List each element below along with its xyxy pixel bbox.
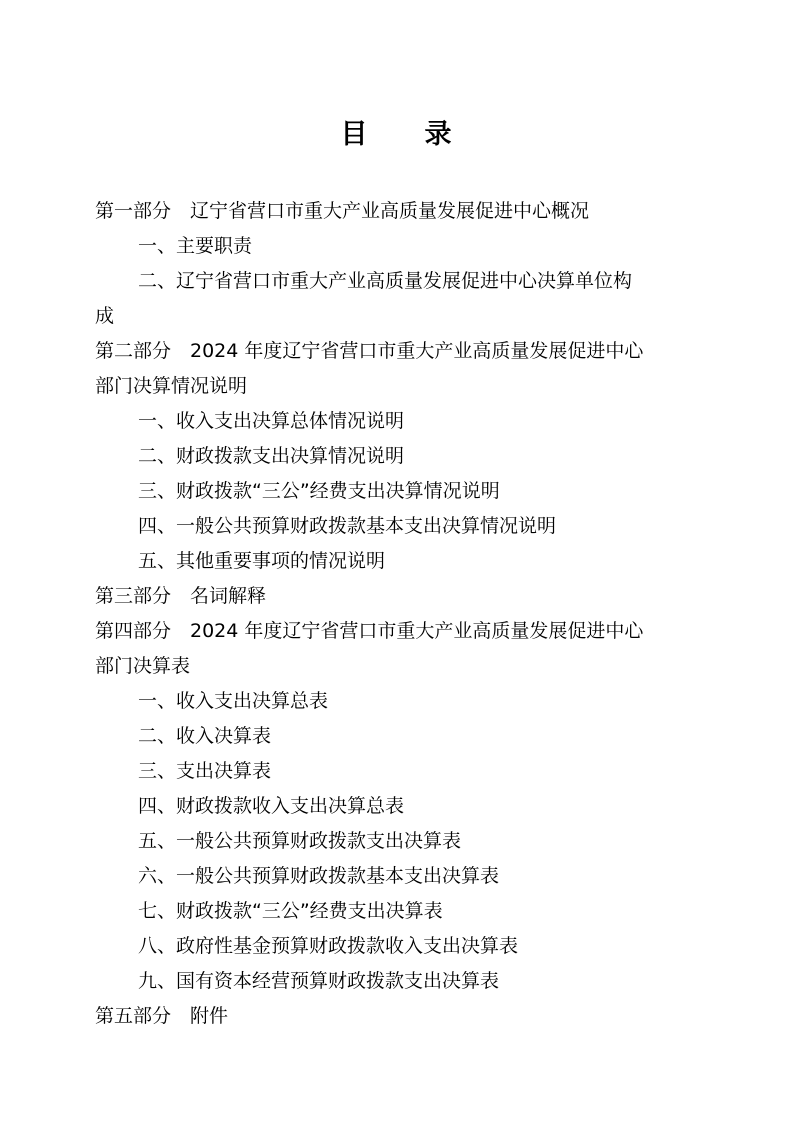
toc-entry: 部门决算表 xyxy=(95,655,191,677)
toc-sub-entry: 四、一般公共预算财政拨款基本支出决算情况说明 xyxy=(138,515,557,537)
toc-entry: 第二部分 2024 年度辽宁省营口市重大产业高质量发展促进中心 xyxy=(95,340,644,362)
toc-entry: 第四部分 2024 年度辽宁省营口市重大产业高质量发展促进中心 xyxy=(95,620,644,642)
toc-sub-entry: 二、财政拨款支出决算情况说明 xyxy=(138,445,405,467)
toc-sub-entry: 二、辽宁省营口市重大产业高质量发展促进中心决算单位构 xyxy=(138,270,633,292)
page-title: 目 录 xyxy=(340,119,453,150)
toc-sub-entry: 三、财政拨款“三公”经费支出决算情况说明 xyxy=(138,480,500,502)
toc-sub-entry: 四、财政拨款收入支出决算总表 xyxy=(138,795,405,817)
toc-sub-entry: 一、收入支出决算总表 xyxy=(138,690,329,712)
toc-entry: 第五部分 附件 xyxy=(95,1005,229,1027)
table-of-contents xyxy=(95,194,707,1034)
toc-entry: 部门决算情况说明 xyxy=(95,375,248,397)
toc-sub-entry: 一、主要职责 xyxy=(138,235,253,257)
toc-sub-entry: 六、一般公共预算财政拨款基本支出决算表 xyxy=(138,865,500,887)
toc-sub-entry: 五、一般公共预算财政拨款支出决算表 xyxy=(138,830,462,852)
toc-sub-entry: 二、收入决算表 xyxy=(138,725,272,747)
toc-entry: 第一部分 辽宁省营口市重大产业高质量发展促进中心概况 xyxy=(95,200,590,222)
toc-sub-entry: 三、支出决算表 xyxy=(138,760,272,782)
toc-entry: 成 xyxy=(95,305,115,327)
toc-sub-entry: 九、国有资本经营预算财政拨款支出决算表 xyxy=(138,970,500,992)
toc-sub-entry: 五、其他重要事项的情况说明 xyxy=(138,550,386,572)
toc-sub-entry: 一、收入支出决算总体情况说明 xyxy=(138,410,405,432)
toc-entry: 第三部分 名词解释 xyxy=(95,585,267,607)
toc-sub-entry: 八、政府性基金预算财政拨款收入支出决算表 xyxy=(138,935,519,957)
toc-sub-entry: 七、财政拨款“三公”经费支出决算表 xyxy=(138,900,443,922)
